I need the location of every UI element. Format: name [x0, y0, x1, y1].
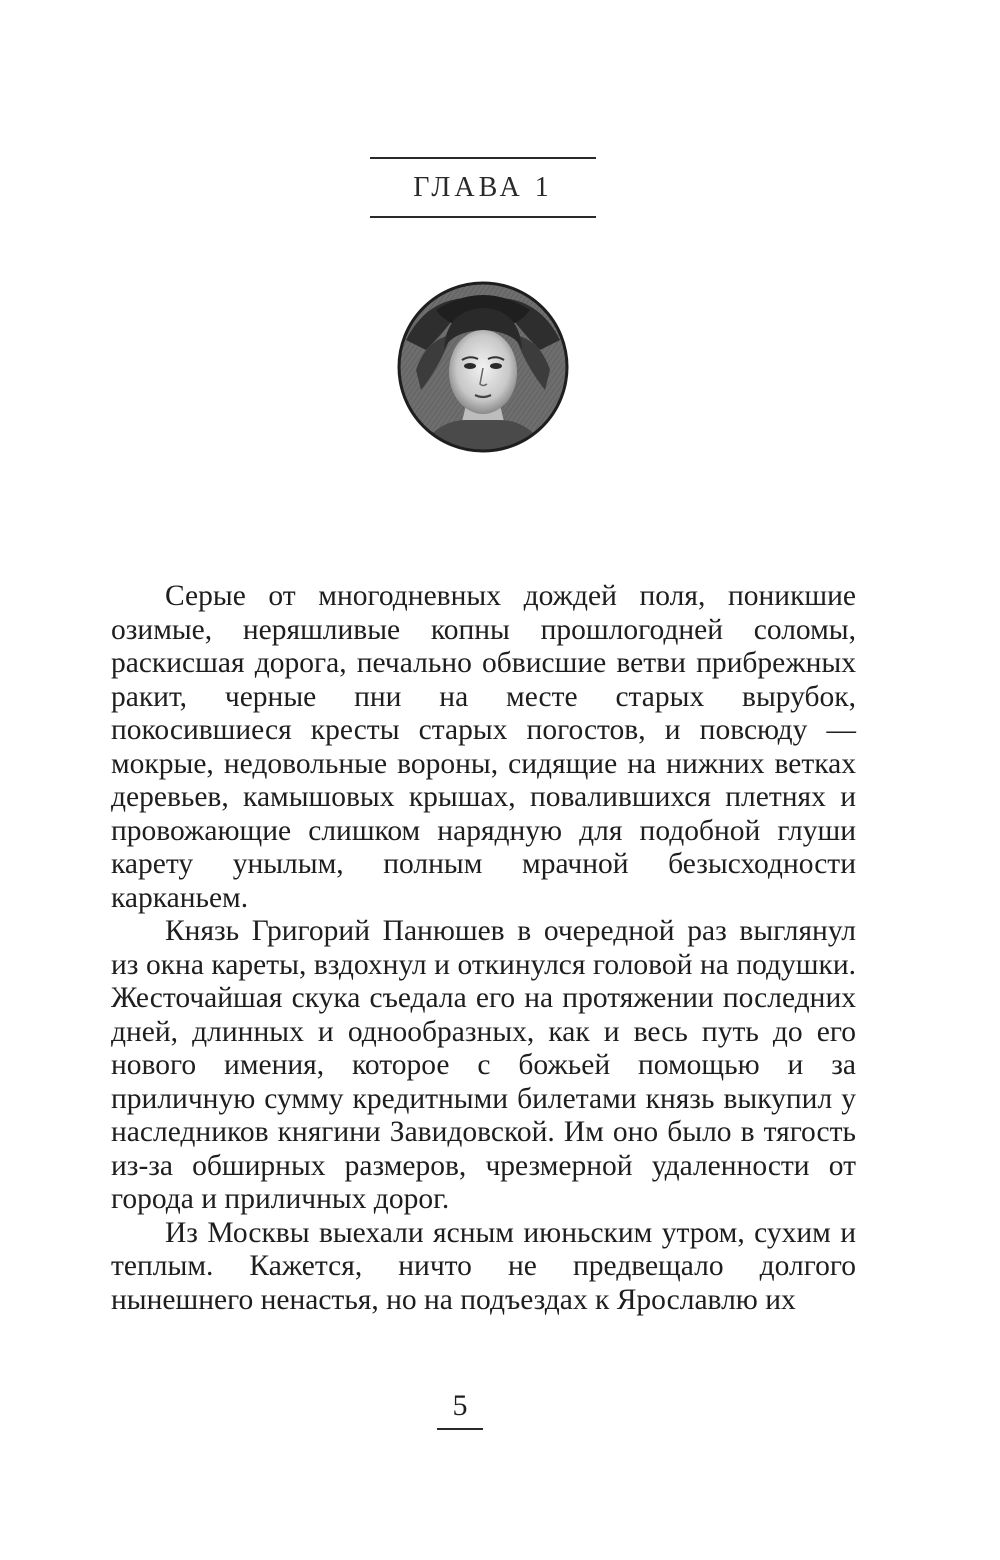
page-number: 5 — [452, 1389, 468, 1422]
page-number-rule — [437, 1428, 483, 1430]
chapter-rule-top — [370, 157, 596, 159]
chapter-rule-bottom — [370, 216, 596, 218]
chapter-body — [111, 580, 856, 1317]
chapter-title: ГЛАВА 1 — [413, 172, 553, 203]
paragraph-3: Из Москвы выехали ясным июньским утром, сухим и теплым. Кажется, ничто не предвещало долгого нынешнего ненастья, но на подъездах к Ярославлю их — [111, 1216, 856, 1316]
paragraph-2: Князь Григорий Панюшев в очередной раз выглянул из окна кареты, вздохнул и откинулся головой на подушки. Жесточайшая скука съедала его на протяжении последних дней, длинных и однообразных, как и весь путь до его нового имения, которое с божьей помощью и за приличную сумму кредитными билетами князь выкупил у наследников княгини Завидовской. Им оно было в тягость из-за обширных размеров, чрезмерной удаленности от города и приличных дорог. — [111, 915, 856, 1215]
portrait-medallion-icon — [396, 280, 570, 454]
paragraph-1: Серые от многодневных дождей поля, поникшие озимые, неряшливые копны прошлогодней соломы, раскисшая дорога, печально обвисшие ветви прибрежных ракит, черные пни на месте старых вырубок, покосившиеся кресты старых погостов, и повсюду — мокрые, недовольные вороны, сидящие на нижних ветках деревьев, камышовых крышах, повалившихся плетнях и провожающие слишком нарядную для подобной глуши карету унылым, полным мрачной безысходности карканьем. — [111, 580, 856, 914]
